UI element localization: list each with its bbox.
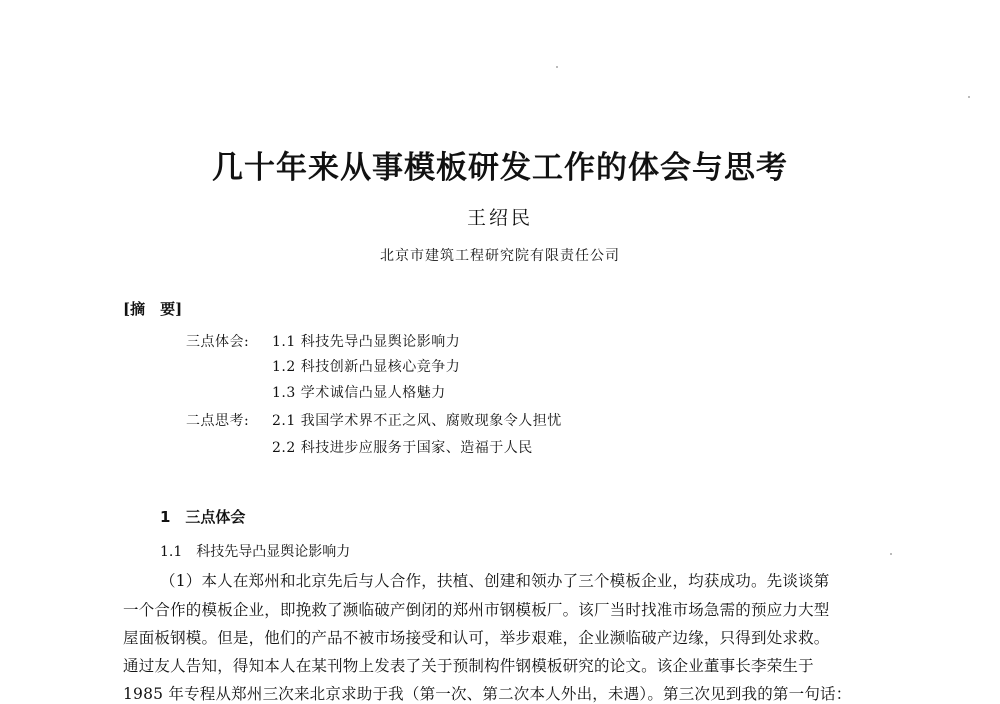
abstract-item: 1.3 学术诚信凸显人格魅力 <box>272 385 446 401</box>
abstract-group-label: 二点思考: <box>186 413 250 429</box>
abstract-item: 2.1 我国学术界不正之风、腐败现象令人担忧 <box>272 413 562 429</box>
scan-speck <box>968 96 970 98</box>
abstract-group-label: 三点体会: <box>186 334 250 350</box>
body-text-line: 屋面板钢模。但是，他们的产品不被市场接受和认可，举步艰难，企业濒临破产边缘，只得到处求救。 <box>123 629 830 647</box>
scan-speck <box>556 66 558 68</box>
body-text-line: 通过友人告知，得知本人在某刊物上发表了关于预制构件钢模板研究的论文。该企业董事长李荣生于 <box>123 657 814 675</box>
body-text-line: 1985 年专程从郑州三次来北京求助于我（第一次、第二次本人外出，未遇）。第三次见到我的第一句话： <box>123 685 852 703</box>
subsection-heading: 1.1 科技先导凸显舆论影响力 <box>160 544 351 560</box>
abstract-heading: [摘 要] <box>123 300 183 318</box>
abstract-item: 1.1 科技先导凸显舆论影响力 <box>272 334 461 350</box>
abstract-item: 2.2 科技进步应服务于国家、造福于人民 <box>272 440 533 456</box>
body-text-line: （1）本人在郑州和北京先后与人合作，扶植、创建和领办了三个模板企业，均获成功。先谈谈第 <box>160 572 830 590</box>
abstract-item: 1.2 科技创新凸显核心竞争力 <box>272 359 461 375</box>
paper-title: 几十年来从事模板研发工作的体会与思考 <box>212 150 788 186</box>
paper-affiliation: 北京市建筑工程研究院有限责任公司 <box>380 248 620 264</box>
paper-author: 王绍民 <box>466 207 533 229</box>
section-heading: 1 三点体会 <box>160 508 246 526</box>
body-text-line: 一个合作的模板企业，即挽救了濒临破产倒闭的郑州市钢模板厂。该厂当时找准市场急需的预应力大型 <box>123 601 830 619</box>
scan-speck <box>890 553 892 555</box>
